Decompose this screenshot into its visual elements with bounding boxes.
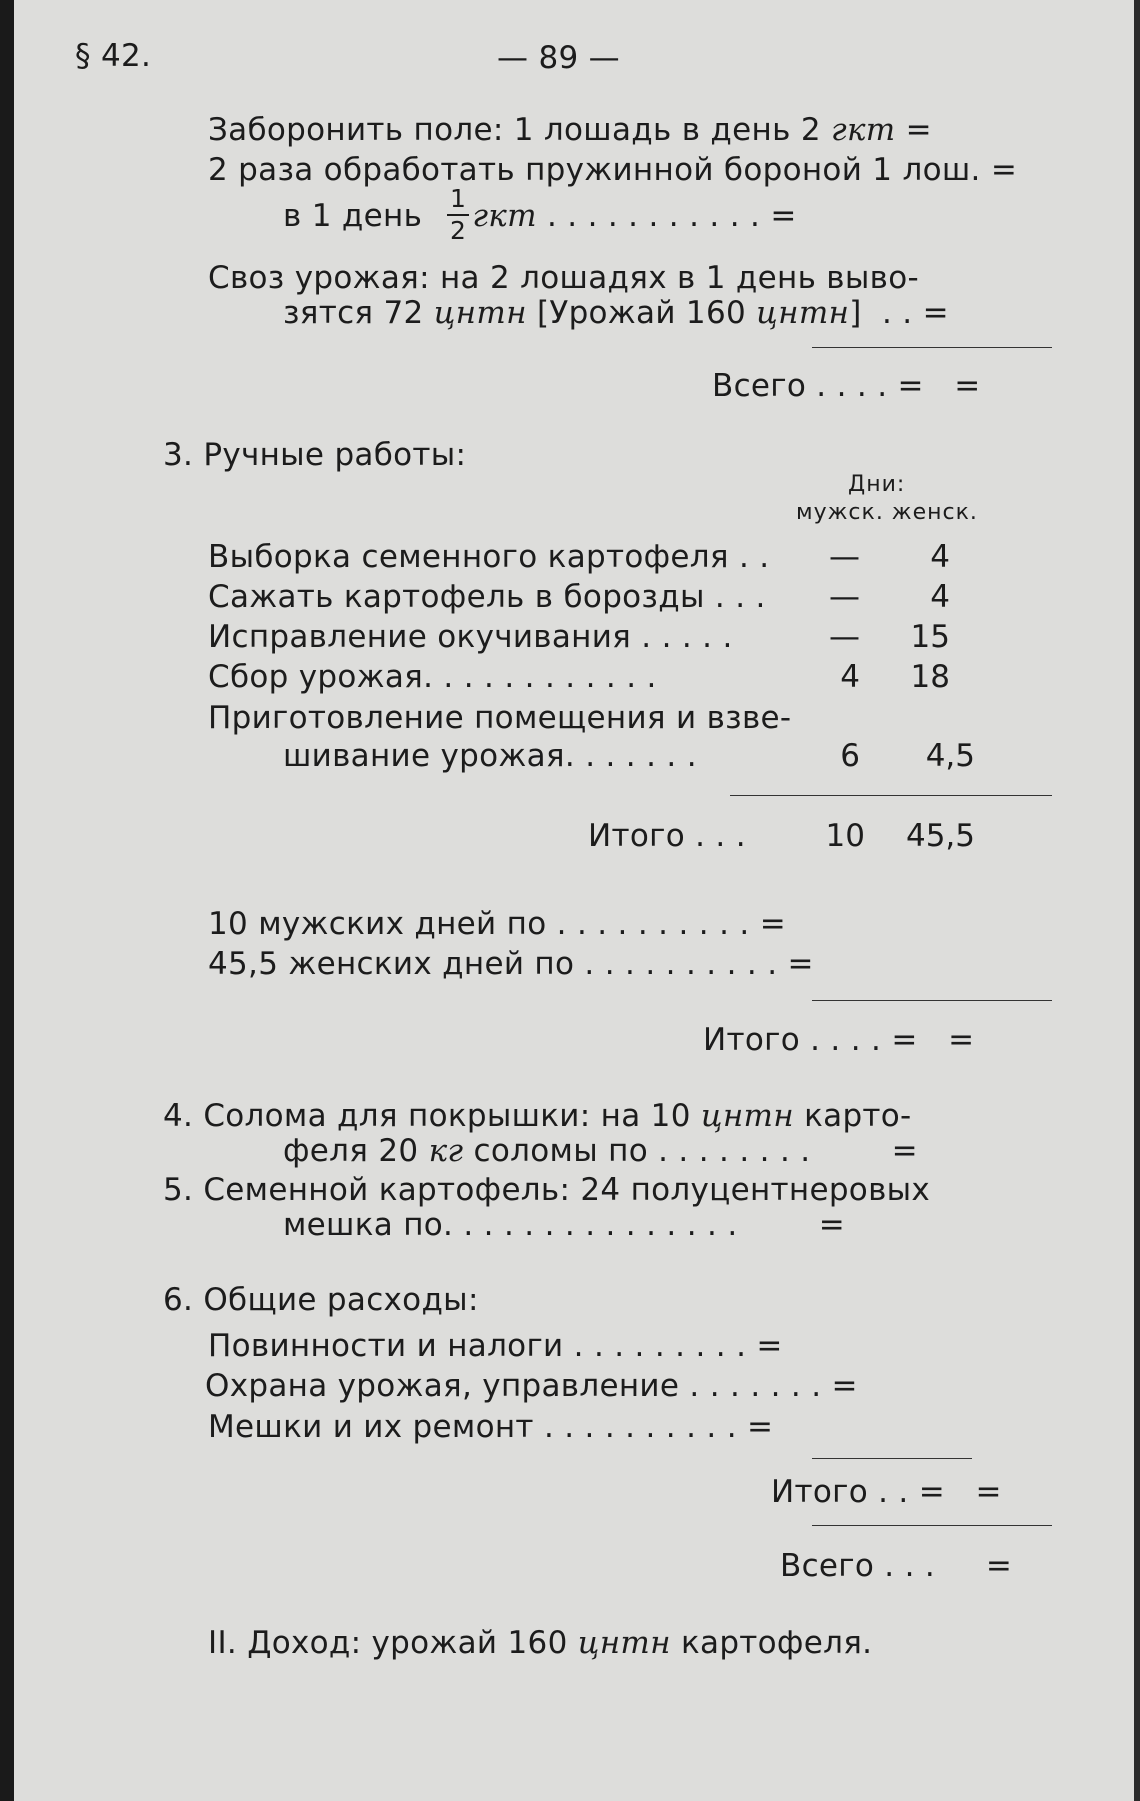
itogo-label: Итого . . .	[588, 818, 746, 854]
itogo-line: Итого . . . . = =	[703, 1022, 975, 1058]
general-costs-heading: 6. Общие расходы:	[163, 1282, 479, 1318]
total-line: Всего . . . . = =	[712, 368, 981, 404]
straw-line: 4. Солома для покрышки: на 10 цнтн карто-	[163, 1098, 912, 1134]
row-men: 4	[840, 659, 860, 695]
divider	[812, 1525, 1052, 1526]
page-edge-left	[0, 0, 14, 1801]
row-men: —	[829, 579, 860, 615]
spring-harrow-line: 2 раза обработать пружинной бороной 1 лош. =	[208, 152, 1018, 188]
expense-line: Повинности и налоги . . . . . . . . . =	[208, 1328, 783, 1364]
row-men: 6	[840, 738, 860, 774]
days-label: Дни:	[848, 472, 906, 497]
divider	[812, 347, 1052, 348]
row-men: —	[829, 619, 860, 655]
manual-work-heading: 3. Ручные работы:	[163, 437, 467, 473]
income-line: II. Доход: урожай 160 цнтн картофеля.	[208, 1625, 873, 1661]
divider	[812, 1458, 972, 1459]
row-label: Сбор урожая. . . . . . . . . . . .	[208, 659, 657, 695]
divider	[812, 1000, 1052, 1001]
harvest-haul-line: Своз урожая: на 2 лошадях в 1 день выво-	[208, 260, 919, 296]
row-women: 18	[910, 659, 950, 695]
row-label: шивание урожая. . . . . . .	[283, 738, 697, 774]
expense-line: Охрана урожая, управление . . . . . . . =	[205, 1368, 858, 1404]
per-day-line: в 1 день гкт . . . . . . . . . . . =	[283, 198, 797, 234]
column-headers: мужск. женск.	[796, 500, 978, 525]
expense-line: Мешки и их ремонт . . . . . . . . . . =	[208, 1409, 774, 1445]
row-label: Приготовление помещения и взве-	[208, 700, 792, 736]
itogo-men: 10	[825, 818, 865, 854]
row-women: 4	[930, 579, 950, 615]
row-label: Исправление окучивания . . . . .	[208, 619, 733, 655]
seed-potato-line: 5. Семенной картофель: 24 полуцентнеровых	[163, 1172, 931, 1208]
men-days-line: 10 мужских дней по . . . . . . . . . . =	[208, 906, 786, 942]
seed-potato-line-2: мешка по. . . . . . . . . . . . . . . =	[283, 1207, 846, 1243]
row-women: 15	[910, 619, 950, 655]
row-label: Выборка семенного картофеля . .	[208, 539, 770, 575]
page-edge-right	[1134, 0, 1140, 1801]
section-number: § 42.	[75, 38, 152, 74]
row-women: 4,5	[925, 738, 975, 774]
women-days-line: 45,5 женских дней по . . . . . . . . . . =	[208, 946, 814, 982]
straw-line-2: феля 20 кг соломы по . . . . . . . . =	[283, 1133, 918, 1169]
divider	[730, 795, 1052, 796]
itogo-line: Итого . . = =	[771, 1474, 1002, 1510]
itogo-women: 45,5	[905, 818, 975, 854]
fraction-half: 1 2	[440, 186, 476, 244]
row-women: 4	[930, 539, 950, 575]
page-number: — 89 —	[497, 40, 620, 76]
row-men: —	[829, 539, 860, 575]
total-line: Всего . . . =	[780, 1548, 1013, 1584]
harvest-haul-line-2: зятся 72 цнтн [Урожай 160 цнтн] . . =	[283, 295, 949, 331]
harrow-line: Заборонить поле: 1 лошадь в день 2 гкт =	[208, 112, 932, 148]
row-label: Сажать картофель в борозды . . .	[208, 579, 766, 615]
